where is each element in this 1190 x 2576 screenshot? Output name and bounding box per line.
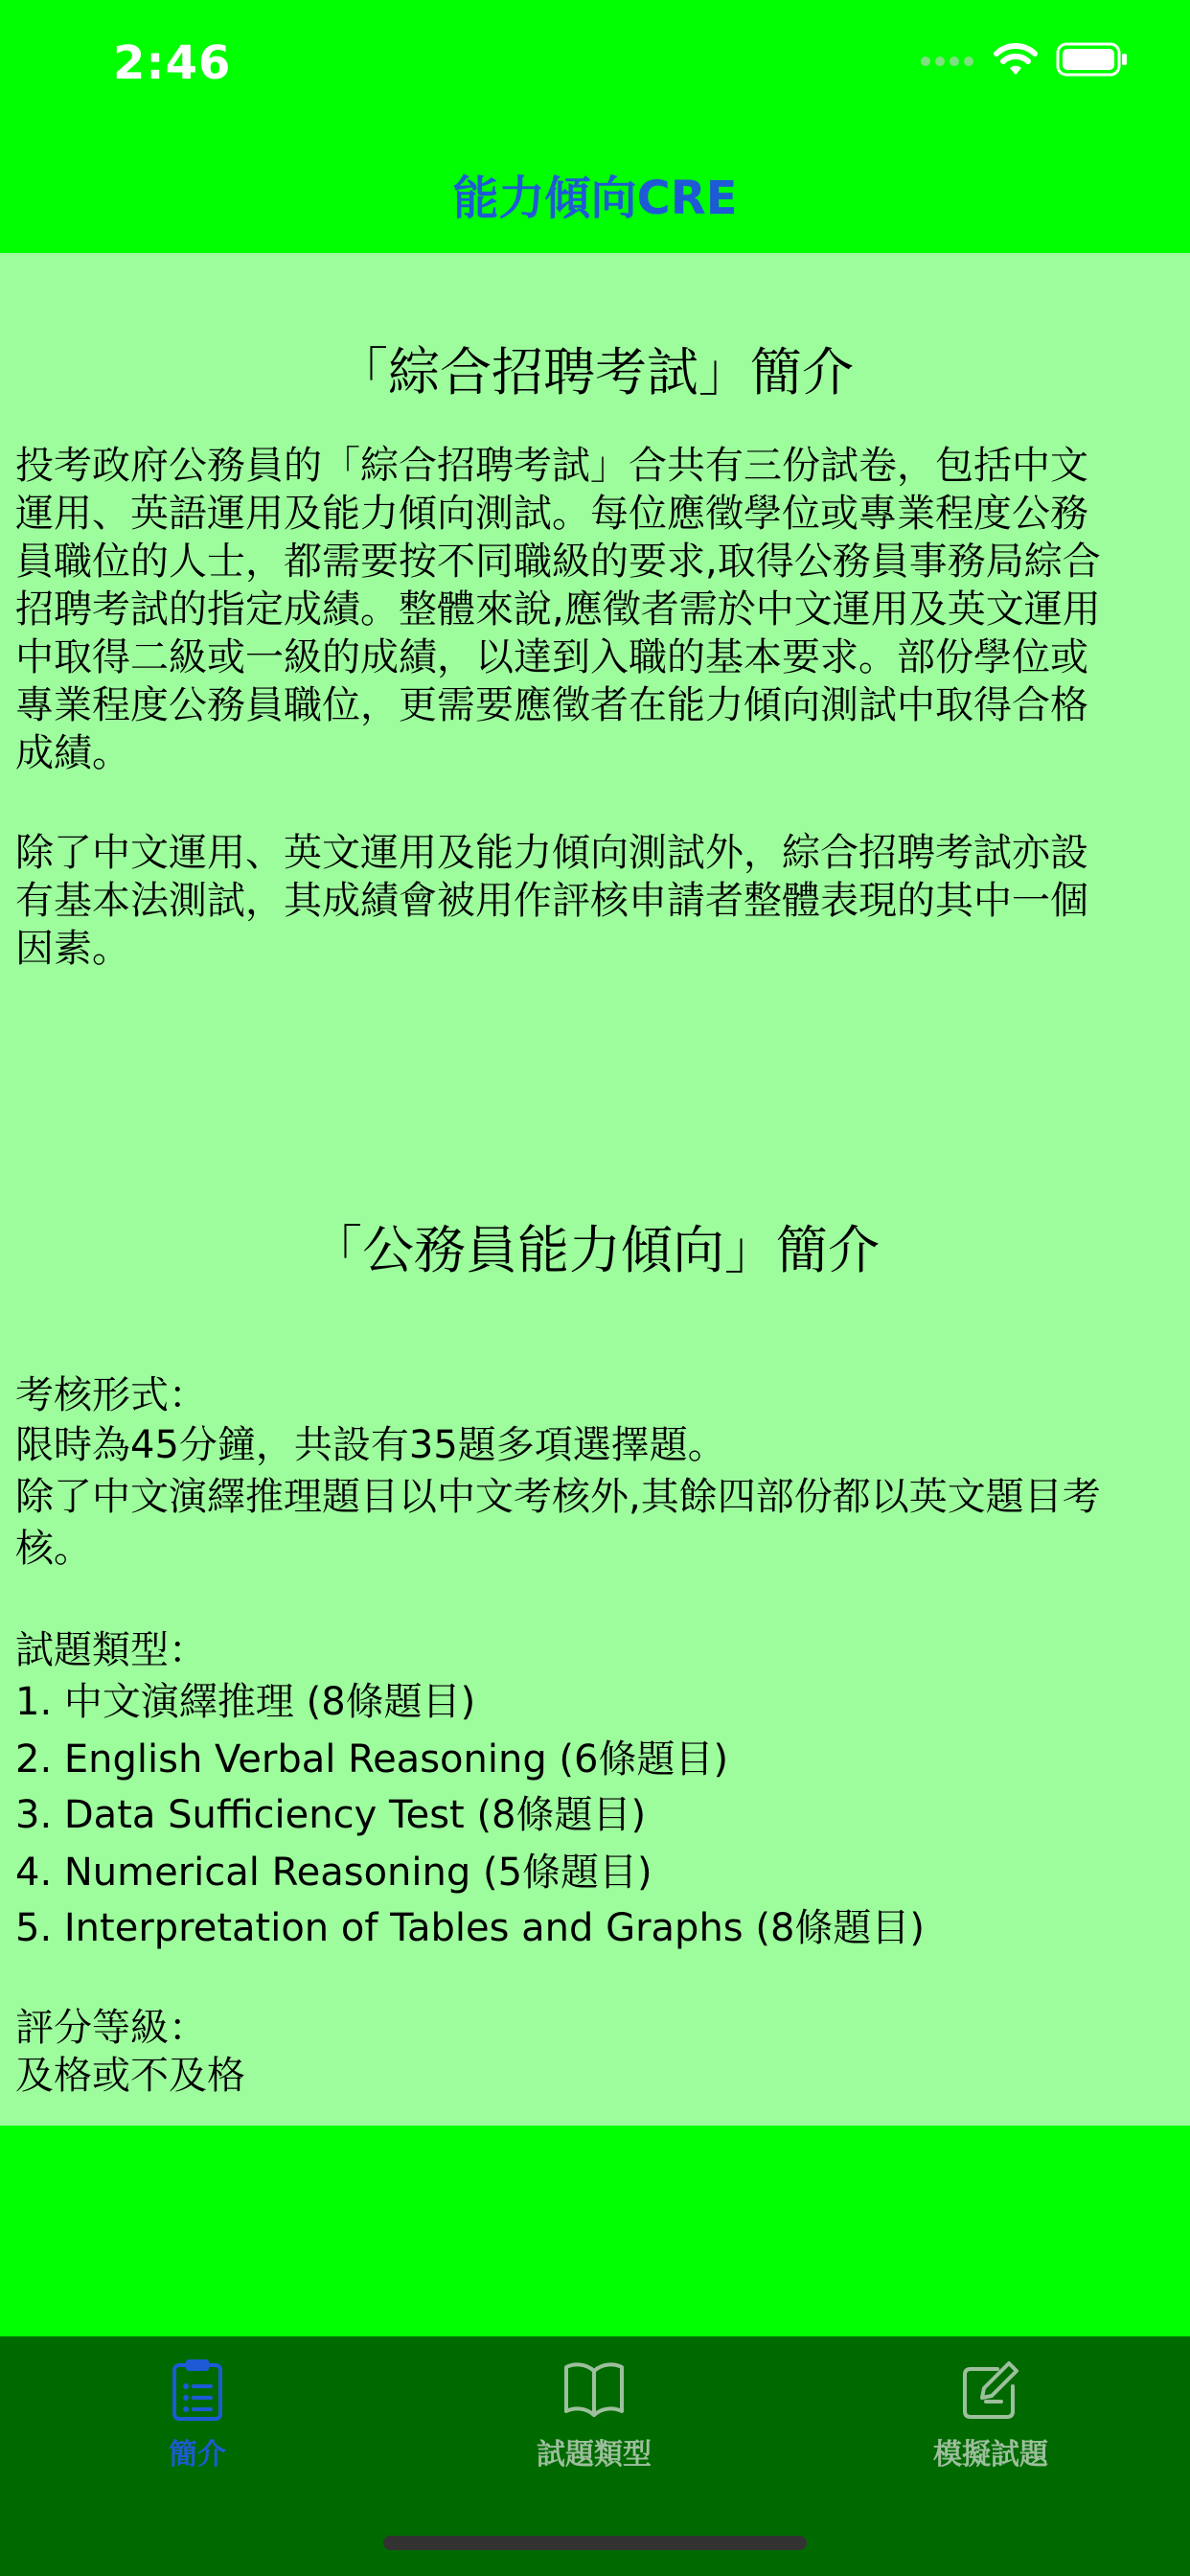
grading-value: 及格或不及格 (15, 2054, 245, 2098)
clipboard-list-icon (54, 2358, 341, 2421)
section-title-aptitude-intro: 「公務員能力傾向」簡介 (310, 1220, 880, 1280)
wifi-icon (993, 42, 1039, 80)
format-line: 核。 (15, 1527, 92, 1571)
tab-question-types[interactable] (450, 2358, 738, 2472)
types-label: 試題類型： (15, 1628, 207, 1672)
paragraph-line: 成績。 (15, 731, 130, 775)
question-type-item: 3. Data Sufficiency Test (8條題目) (15, 1793, 647, 1837)
content-area[interactable] (0, 253, 1190, 2126)
format-label: 考核形式： (15, 1373, 207, 1417)
format-line: 限時為45分鐘，共設有35題多項選擇題。 (15, 1423, 726, 1467)
paragraph-line: 有基本法測試，其成績會被用作評核申請者整體表現的其中一個 (15, 879, 1088, 923)
status-icons (920, 42, 1129, 80)
status-time: 2:46 (113, 36, 232, 90)
signal-dots-icon (920, 53, 975, 71)
question-type-item: 5. Interpretation of Tables and Graphs (8條題目) (15, 1906, 926, 1950)
paragraph-line: 員職位的人士，都需要按不同職級的要求,取得公務員事務局綜合 (15, 540, 1101, 584)
home-indicator[interactable] (383, 2536, 807, 2550)
paragraph-line: 因素。 (15, 927, 130, 971)
tab-label: 模擬試題 (933, 2438, 1048, 2472)
paragraph-line: 中取得二級或一級的成績，以達到入職的基本要求。部份學位或 (15, 635, 1088, 679)
tab-intro[interactable] (54, 2358, 341, 2472)
question-type-item: 1. 中文演繹推理 (8條題目) (15, 1680, 476, 1724)
format-line: 除了中文演繹推理題目以中文考核外,其餘四部份都以英文題目考 (15, 1475, 1101, 1519)
tab-bar (0, 2336, 1190, 2576)
navigation-bar (0, 134, 1190, 253)
tab-label: 試題類型 (537, 2438, 652, 2472)
question-type-item: 2. English Verbal Reasoning (6條題目) (15, 1737, 729, 1782)
tab-label: 簡介 (169, 2438, 226, 2472)
open-book-icon (450, 2358, 738, 2421)
question-type-item: 4. Numerical Reasoning (5條題目) (15, 1851, 652, 1895)
section-title-exam-intro: 「綜合招聘考試」簡介 (336, 342, 854, 402)
grading-label: 評分等級： (15, 2006, 207, 2050)
battery-icon (1056, 42, 1129, 80)
paragraph-line: 招聘考試的指定成績。整體來說,應徵者需於中文運用及英文運用 (15, 587, 1101, 632)
paragraph-line: 投考政府公務員的「綜合招聘考試」合共有三份試卷，包括中文 (15, 444, 1088, 488)
paragraph-line: 運用、英語運用及能力傾向測試。每位應徵學位或專業程度公務 (15, 492, 1088, 536)
paragraph-line: 專業程度公務員職位，更需要應徵者在能力傾向測試中取得合格 (15, 683, 1088, 727)
nav-title: 能力傾向CRE (452, 172, 738, 225)
paragraph-line: 除了中文運用、英文運用及能力傾向測試外，綜合招聘考試亦設 (15, 831, 1088, 875)
status-bar (0, 0, 1190, 134)
tab-mock-exam[interactable] (847, 2358, 1134, 2472)
edit-square-icon (847, 2358, 1134, 2421)
